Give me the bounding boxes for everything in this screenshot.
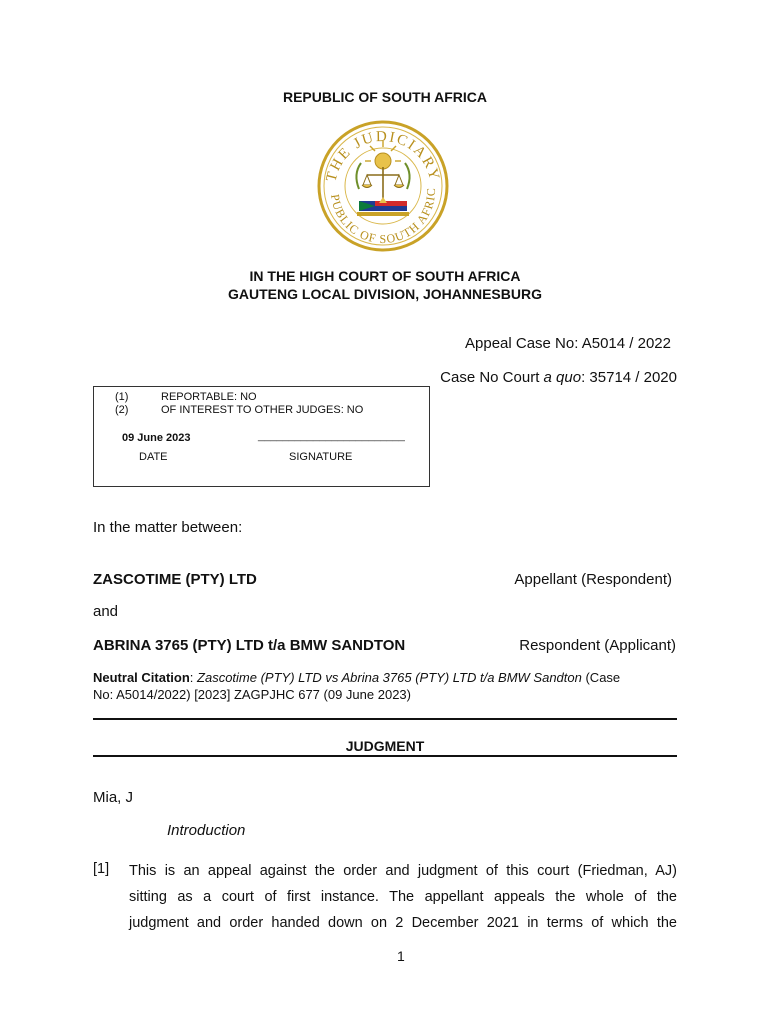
case-suffix: : 35714 / 2020 <box>581 369 677 386</box>
citation-label: Neutral Citation <box>93 670 190 685</box>
appellant-role: Appellant (Respondent) <box>514 571 672 588</box>
rule-bottom <box>93 755 677 757</box>
signature-label: SIGNATURE <box>289 451 353 463</box>
appellant-name: ZASCOTIME (PTY) LTD <box>93 571 257 588</box>
case-prefix: Case No Court <box>440 369 544 386</box>
item-2-text: OF INTEREST TO OTHER JUDGES: NO <box>161 404 364 416</box>
citation-case-open: (Case <box>581 670 621 685</box>
paragraph-number: [1] <box>93 861 110 877</box>
court-division: GAUTENG LOCAL DIVISION, JOHANNESBURG <box>228 286 542 302</box>
seal-top-text: THE JUDICIARY <box>323 128 443 184</box>
court-a-quo-case-number <box>440 369 677 386</box>
item-1-text: REPORTABLE: NO <box>161 391 257 403</box>
respondent-name: ABRINA 3765 (PTY) LTD t/a BMW SANDTON <box>93 637 406 654</box>
and-text: and <box>93 603 119 620</box>
citation-case-name: Zascotime (PTY) LTD vs Abrina 3765 (PTY) LTD t/a BMW Sandton <box>197 670 582 685</box>
reportable-box <box>93 386 430 487</box>
judiciary-seal-logo <box>313 119 453 253</box>
paragraph-line-3: judgment and order handed down on 2 December 2021 in terms of which the <box>129 915 677 931</box>
date-label: DATE <box>139 451 168 463</box>
seal-bottom-text: PUBLIC OF SOUTH AFRIC <box>328 187 439 247</box>
judgment-heading: JUDGMENT <box>345 738 425 754</box>
page-number: 1 <box>397 948 405 964</box>
respondent-role: Respondent (Applicant) <box>519 637 676 654</box>
appeal-case-number: Appeal Case No: A5014 / 2022 <box>465 335 671 352</box>
citation-line-2: No: A5014/2022) [2023] ZAGPJHC 677 (09 June 2023) <box>93 687 411 702</box>
section-heading: Introduction <box>167 822 246 839</box>
judge-name: Mia, J <box>93 789 134 806</box>
rule-top <box>93 718 677 720</box>
republic-heading: REPUBLIC OF SOUTH AFRICA <box>282 89 488 105</box>
citation-colon: : <box>189 670 198 685</box>
paragraph-line-2: sitting as a court of first instance. The appellant appeals the whole of the <box>129 889 677 905</box>
paragraph-line-1: This is an appeal against the order and judgment of this court (Friedman, AJ) <box>129 863 677 879</box>
signed-date: 09 June 2023 <box>122 432 191 444</box>
neutral-citation <box>93 670 677 685</box>
item-2-number: (2) <box>115 404 129 416</box>
matter-intro: In the matter between: <box>93 519 243 536</box>
item-1-number: (1) <box>115 391 129 403</box>
signature-line: ________________________ <box>258 430 405 442</box>
case-a-quo-italic: a quo <box>543 369 582 386</box>
court-name: IN THE HIGH COURT OF SOUTH AFRICA <box>249 268 521 284</box>
